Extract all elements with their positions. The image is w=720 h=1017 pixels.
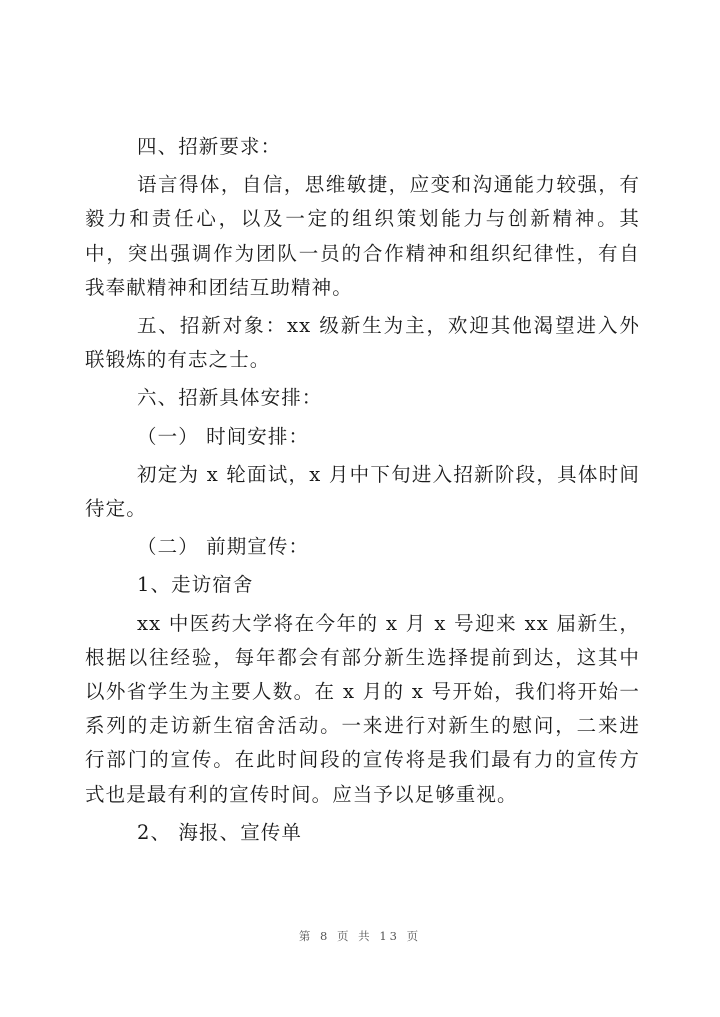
subheading-early-promotion: （二） 前期宣传： (137, 535, 310, 559)
subheading-posters-flyers: 2、 海报、宣传单 (137, 820, 303, 844)
paragraph-dorm-visits: xx 中医药大学将在今年的 x 月 x 号迎来 xx 届新生，根据以往经验，每年都会有部分新生选择提前到达，这其中以外省学生为主要人数。在 x 月的 x 号开始，我们将开始一系列的走访新生宿舍活动。一来进行对新生的慰问，二来进行部门的宣传。在此时间段的宣传将是我们最有力的宣传方式也是最有利的宣传时间。应当予以足够重视。 (85, 611, 640, 806)
heading-recruit-schedule: 六、招新具体安排： (137, 386, 323, 410)
document-body (85, 130, 640, 850)
page-number-footer: 第 8 页 共 13 页 (298, 929, 422, 943)
paragraph-requirements: 语言得体，自信，思维敏捷，应变和沟通能力较强，有毅力和责任心，以及一定的组织策划能力与创新精神。其中，突出强调作为团队一员的合作精神和组织纪律性，有自我奉献精神和团结互助精神。 (85, 173, 640, 299)
paragraph-recruit-target: 五、招新对象：xx 级新生为主，欢迎其他渴望进入外联锻炼的有志之士。 (85, 314, 640, 372)
heading-recruit-requirements: 四、招新要求： (137, 135, 282, 158)
subheading-time-arrangement: （一） 时间安排： (137, 424, 310, 448)
subheading-dorm-visits: 1、走访宿舍 (137, 573, 254, 597)
paragraph-time-arrangement: 初定为 x 轮面试，x 月中下旬进入招新阶段，具体时间待定。 (85, 462, 640, 521)
